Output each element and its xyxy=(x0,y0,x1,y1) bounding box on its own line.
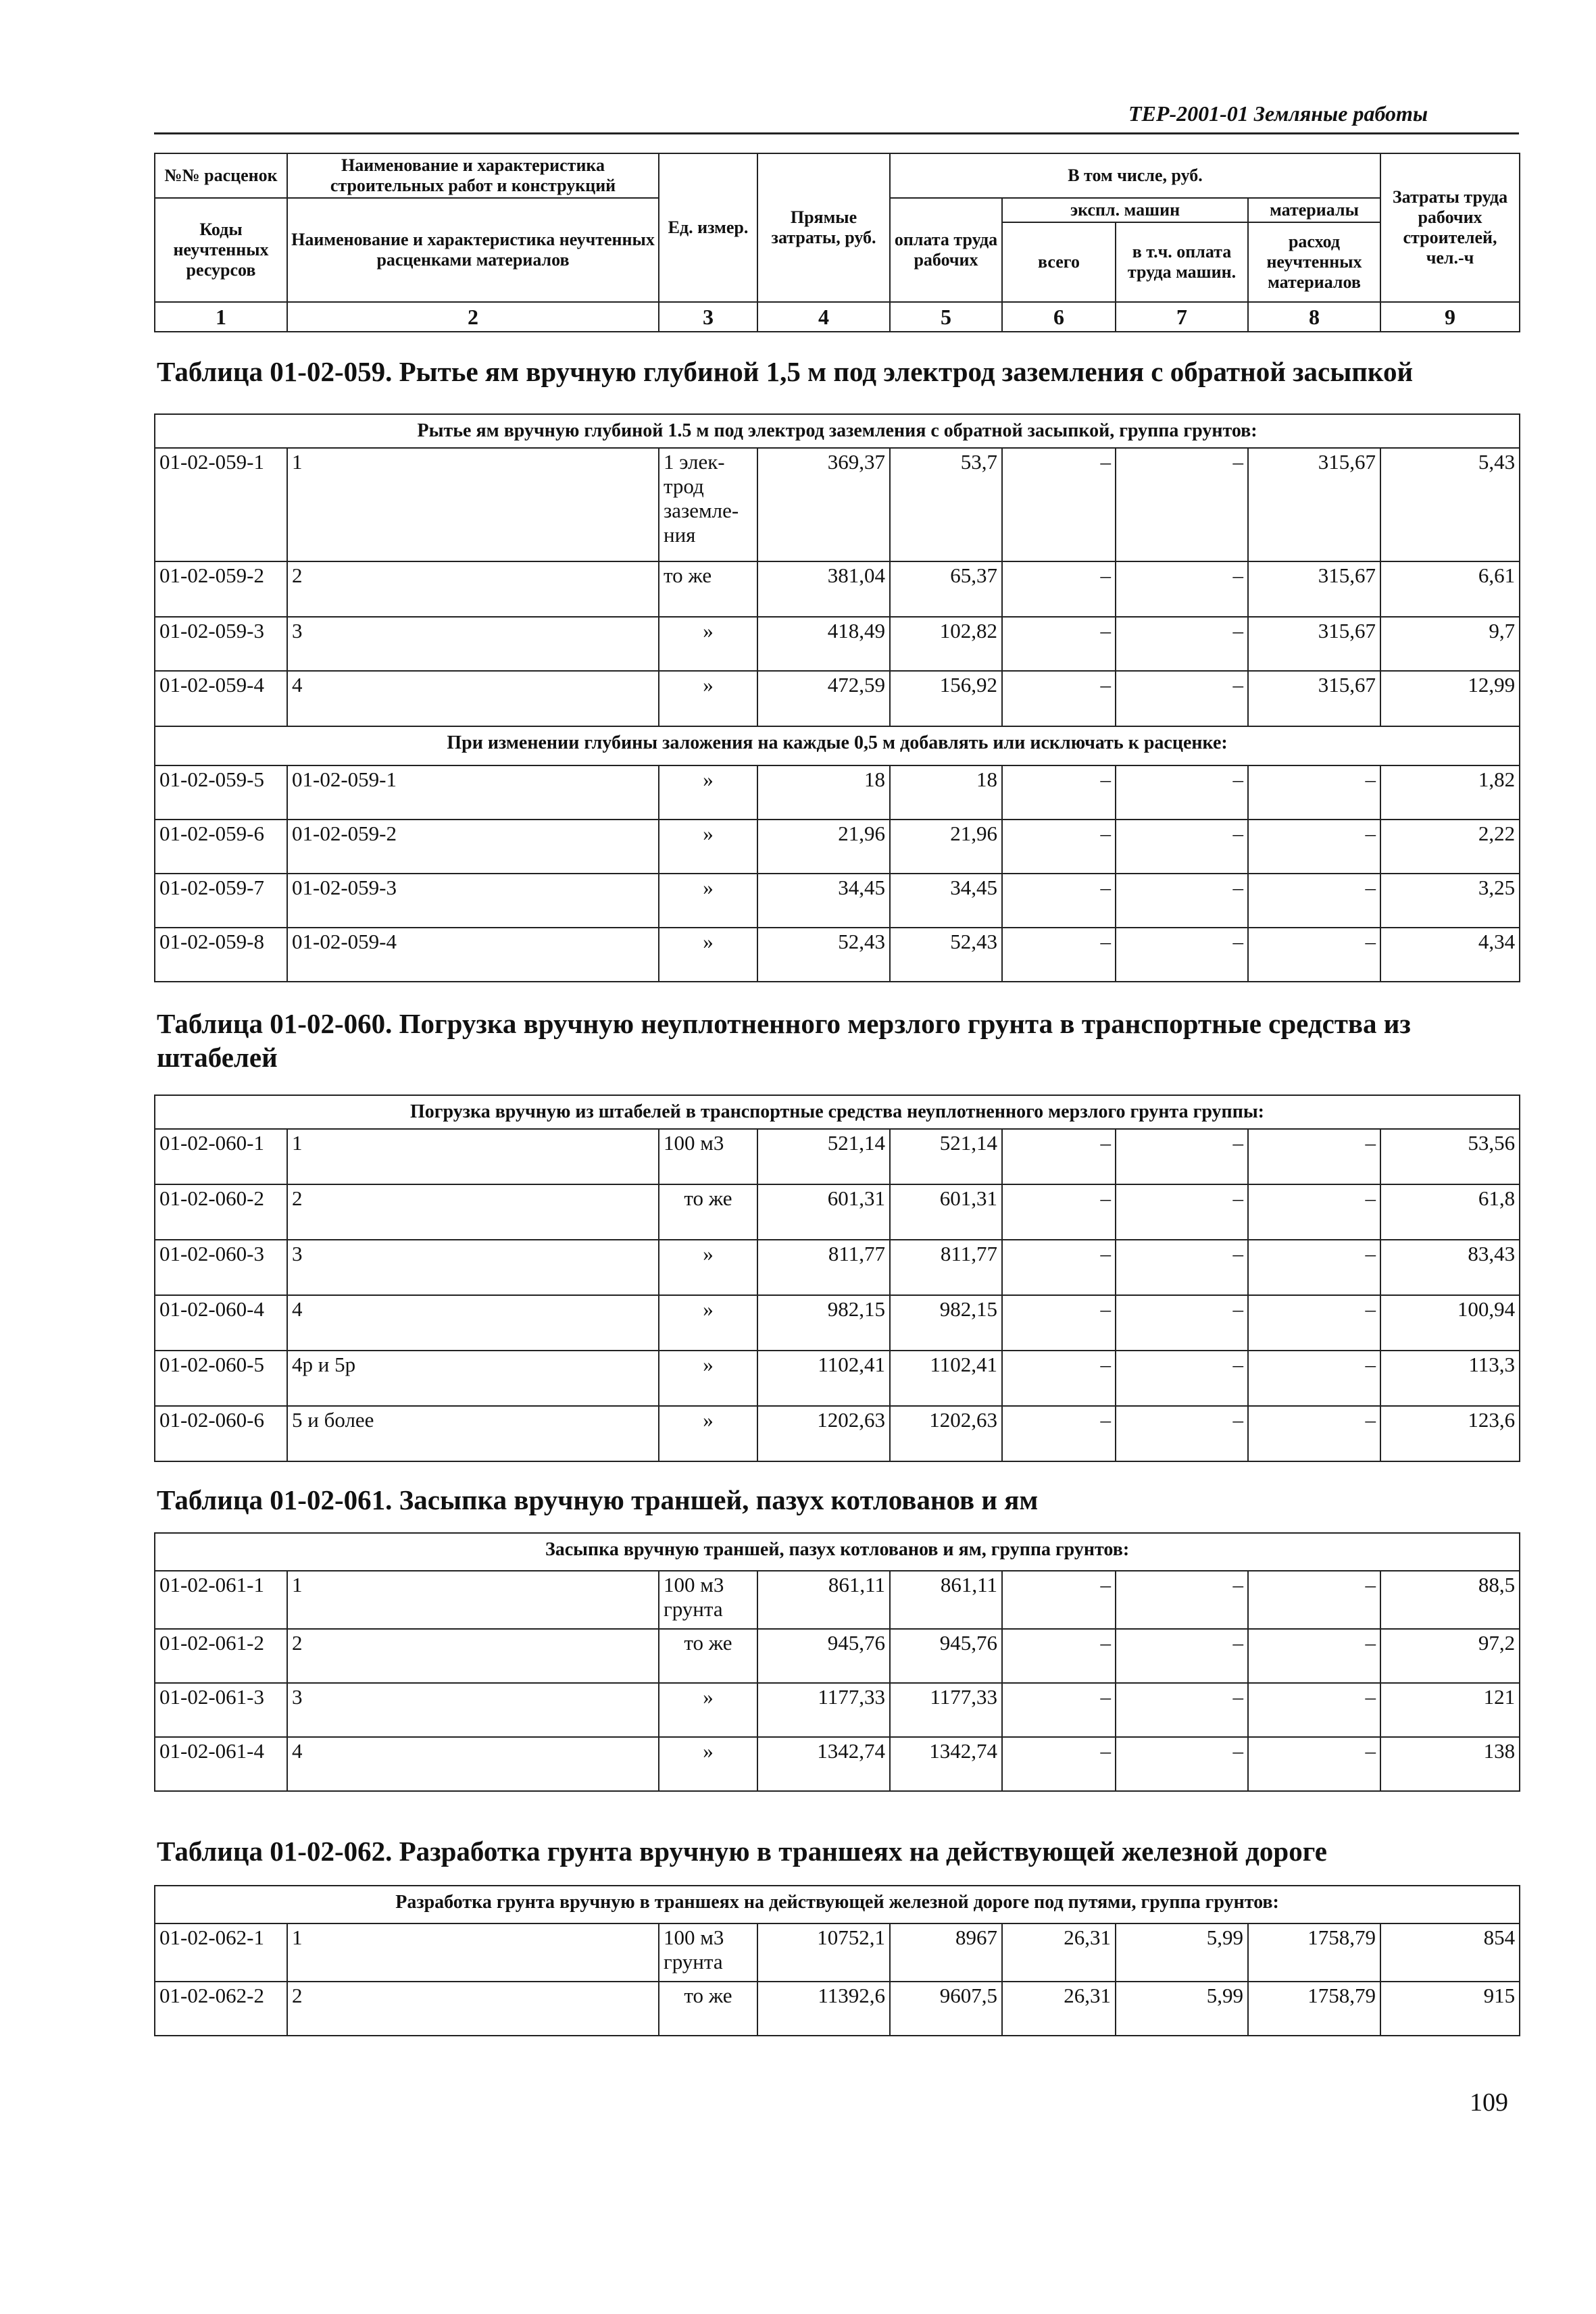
header-machine-wages: в т.ч. оплата труда машин. xyxy=(1116,222,1248,302)
rate-description: 4р и 5р xyxy=(287,1351,659,1406)
machine-wages: – xyxy=(1116,561,1248,617)
section-subheader: Засыпка вручную траншей, пазух котлованов и ям, группа грунтов: xyxy=(155,1533,1520,1571)
machines-total: – xyxy=(1002,671,1116,726)
materials: – xyxy=(1248,1406,1380,1461)
direct-costs: 21,96 xyxy=(757,820,890,874)
labor-costs: 121 xyxy=(1380,1683,1520,1737)
materials: – xyxy=(1248,1351,1380,1406)
rate-unit: то же xyxy=(659,1184,757,1240)
rate-unit: » xyxy=(659,1737,757,1791)
machine-wages: 5,99 xyxy=(1116,1982,1248,2036)
table-caption: Таблица 01-02-062. Разработка грунта вручную в траншеях на действующей железной дороге xyxy=(157,1836,1327,1867)
header-direct-costs: Прямые затраты, руб. xyxy=(757,153,890,302)
rate-code: 01-02-059-6 xyxy=(155,820,287,874)
wages: 861,11 xyxy=(890,1571,1002,1629)
direct-costs: 34,45 xyxy=(757,874,890,928)
machine-wages: – xyxy=(1116,1683,1248,1737)
machine-wages: – xyxy=(1116,1629,1248,1683)
machines-total: – xyxy=(1002,1184,1116,1240)
labor-costs: 854 xyxy=(1380,1923,1520,1982)
rate-unit: 100 м3 грунта xyxy=(659,1571,757,1629)
column-header-table xyxy=(154,153,1520,332)
rate-code: 01-02-062-2 xyxy=(155,1982,287,2036)
col-number: 2 xyxy=(287,302,659,332)
header-name-top: Наименование и характеристика строительных работ и конструкций xyxy=(287,153,659,198)
rate-code: 01-02-060-2 xyxy=(155,1184,287,1240)
rate-description: 4 xyxy=(287,1295,659,1351)
materials: – xyxy=(1248,1571,1380,1629)
wages: 34,45 xyxy=(890,874,1002,928)
header-wages: оплата труда рабочих xyxy=(890,198,1002,302)
direct-costs: 811,77 xyxy=(757,1240,890,1295)
rate-description: 3 xyxy=(287,1683,659,1737)
wages: 102,82 xyxy=(890,617,1002,671)
wages: 1342,74 xyxy=(890,1737,1002,1791)
wages: 982,15 xyxy=(890,1295,1002,1351)
machines-total: – xyxy=(1002,1683,1116,1737)
rate-unit: » xyxy=(659,1406,757,1461)
table-row xyxy=(155,874,1520,928)
machines-total: – xyxy=(1002,1629,1116,1683)
header-name-bottom: Наименование и характеристика неучтенных расценками материалов xyxy=(287,198,659,302)
machines-total: – xyxy=(1002,1295,1116,1351)
table-caption: Таблица 01-02-060. Погрузка вручную неуплотненного мерзлого грунта в транспортные средства из штабелей xyxy=(157,1008,1411,1073)
rate-unit: » xyxy=(659,820,757,874)
machine-wages: – xyxy=(1116,448,1248,561)
machines-total: – xyxy=(1002,1240,1116,1295)
machine-wages: – xyxy=(1116,820,1248,874)
rates-table-062 xyxy=(154,1885,1520,2036)
machine-wages: – xyxy=(1116,1737,1248,1791)
rate-unit: » xyxy=(659,874,757,928)
direct-costs: 945,76 xyxy=(757,1629,890,1683)
machines-total: – xyxy=(1002,1571,1116,1629)
machines-total: – xyxy=(1002,765,1116,820)
header-including: В том числе, руб. xyxy=(890,153,1380,198)
direct-costs: 18 xyxy=(757,765,890,820)
header-rule xyxy=(154,132,1519,134)
rate-description: 4 xyxy=(287,1737,659,1791)
rate-unit: 100 м3 xyxy=(659,1129,757,1184)
rate-code: 01-02-061-4 xyxy=(155,1737,287,1791)
machine-wages: – xyxy=(1116,874,1248,928)
labor-costs: 4,34 xyxy=(1380,928,1520,982)
machine-wages: – xyxy=(1116,617,1248,671)
rate-code: 01-02-060-1 xyxy=(155,1129,287,1184)
rate-description: 2 xyxy=(287,561,659,617)
rates-table-059 xyxy=(154,413,1520,982)
rate-code: 01-02-061-1 xyxy=(155,1571,287,1629)
table-row xyxy=(155,1184,1520,1240)
rate-code: 01-02-059-2 xyxy=(155,561,287,617)
table-caption: Таблица 01-02-059. Рытье ям вручную глубиной 1,5 м под электрод заземления с обратной засыпкой xyxy=(157,356,1414,387)
materials: 315,67 xyxy=(1248,671,1380,726)
rate-code: 01-02-061-3 xyxy=(155,1683,287,1737)
direct-costs: 982,15 xyxy=(757,1295,890,1351)
wages: 601,31 xyxy=(890,1184,1002,1240)
running-header: ТЕР-2001-01 Земляные работы xyxy=(1128,101,1428,126)
materials: – xyxy=(1248,1629,1380,1683)
table-row xyxy=(155,820,1520,874)
machines-total: – xyxy=(1002,448,1116,561)
materials: 315,67 xyxy=(1248,561,1380,617)
rate-description: 2 xyxy=(287,1184,659,1240)
rate-unit: 100 м3 грунта xyxy=(659,1923,757,1982)
rate-description: 1 xyxy=(287,1571,659,1629)
labor-costs: 88,5 xyxy=(1380,1571,1520,1629)
labor-costs: 138 xyxy=(1380,1737,1520,1791)
table-row xyxy=(155,1683,1520,1737)
wages: 521,14 xyxy=(890,1129,1002,1184)
header-materials: материалы xyxy=(1248,198,1380,222)
table-row xyxy=(155,1982,1520,2036)
direct-costs: 861,11 xyxy=(757,1571,890,1629)
machines-total: – xyxy=(1002,1737,1116,1791)
materials: – xyxy=(1248,1737,1380,1791)
wages: 8967 xyxy=(890,1923,1002,1982)
col-number: 7 xyxy=(1116,302,1248,332)
machines-total: – xyxy=(1002,1129,1116,1184)
direct-costs: 521,14 xyxy=(757,1129,890,1184)
materials: – xyxy=(1248,1240,1380,1295)
rate-unit: то же xyxy=(659,561,757,617)
table-row xyxy=(155,1406,1520,1461)
labor-costs: 1,82 xyxy=(1380,765,1520,820)
rate-unit: » xyxy=(659,1240,757,1295)
wages: 65,37 xyxy=(890,561,1002,617)
direct-costs: 418,49 xyxy=(757,617,890,671)
direct-costs: 1342,74 xyxy=(757,1737,890,1791)
wages: 1177,33 xyxy=(890,1683,1002,1737)
section-subheader: Рытье ям вручную глубиной 1.5 м под электрод заземления с обратной засыпкой, группа грунтов: xyxy=(155,414,1520,448)
materials: 1758,79 xyxy=(1248,1982,1380,2036)
rate-description: 5 и более xyxy=(287,1406,659,1461)
labor-costs: 5,43 xyxy=(1380,448,1520,561)
rate-description: 1 xyxy=(287,1923,659,1982)
materials: – xyxy=(1248,1184,1380,1240)
section-subheader: Погрузка вручную из штабелей в транспортные средства неуплотненного мерзлого грунта группы: xyxy=(155,1095,1520,1129)
machine-wages: 5,99 xyxy=(1116,1923,1248,1982)
direct-costs: 1202,63 xyxy=(757,1406,890,1461)
machine-wages: – xyxy=(1116,1295,1248,1351)
materials: – xyxy=(1248,928,1380,982)
labor-costs: 113,3 xyxy=(1380,1351,1520,1406)
materials: – xyxy=(1248,1129,1380,1184)
labor-costs: 2,22 xyxy=(1380,820,1520,874)
wages: 156,92 xyxy=(890,671,1002,726)
machines-total: – xyxy=(1002,617,1116,671)
direct-costs: 369,37 xyxy=(757,448,890,561)
page-number: 109 xyxy=(1470,2088,1508,2117)
rate-code: 01-02-059-4 xyxy=(155,671,287,726)
rate-code: 01-02-059-5 xyxy=(155,765,287,820)
rates-table-060 xyxy=(154,1095,1520,1462)
labor-costs: 97,2 xyxy=(1380,1629,1520,1683)
table-row xyxy=(155,1295,1520,1351)
direct-costs: 10752,1 xyxy=(757,1923,890,1982)
machines-total: – xyxy=(1002,1406,1116,1461)
wages: 18 xyxy=(890,765,1002,820)
rate-description: 01-02-059-3 xyxy=(287,874,659,928)
rate-unit: то же xyxy=(659,1982,757,2036)
machine-wages: – xyxy=(1116,765,1248,820)
rate-unit: » xyxy=(659,671,757,726)
table-row xyxy=(155,617,1520,671)
labor-costs: 83,43 xyxy=(1380,1240,1520,1295)
wages: 811,77 xyxy=(890,1240,1002,1295)
rate-description: 01-02-059-1 xyxy=(287,765,659,820)
rate-code: 01-02-062-1 xyxy=(155,1923,287,1982)
rate-description: 4 xyxy=(287,671,659,726)
header-unit: Ед. измер. xyxy=(659,153,757,302)
table-row xyxy=(155,1737,1520,1791)
materials: – xyxy=(1248,820,1380,874)
col-number: 3 xyxy=(659,302,757,332)
machine-wages: – xyxy=(1116,1571,1248,1629)
rate-unit: » xyxy=(659,928,757,982)
col-number: 6 xyxy=(1002,302,1116,332)
machine-wages: – xyxy=(1116,1406,1248,1461)
labor-costs: 12,99 xyxy=(1380,671,1520,726)
wages: 53,7 xyxy=(890,448,1002,561)
rate-unit: то же xyxy=(659,1629,757,1683)
rate-unit: » xyxy=(659,765,757,820)
labor-costs: 100,94 xyxy=(1380,1295,1520,1351)
table-row xyxy=(155,448,1520,561)
rate-code: 01-02-059-3 xyxy=(155,617,287,671)
wages: 1102,41 xyxy=(890,1351,1002,1406)
rate-description: 3 xyxy=(287,617,659,671)
machine-wages: – xyxy=(1116,1129,1248,1184)
wages: 945,76 xyxy=(890,1629,1002,1683)
header-labor-costs: Затраты труда рабочих строителей, чел.-ч xyxy=(1380,153,1520,302)
labor-costs: 123,6 xyxy=(1380,1406,1520,1461)
section-subheader: При изменении глубины заложения на каждые 0,5 м добавлять или исключать к расценке: xyxy=(155,726,1520,765)
direct-costs: 601,31 xyxy=(757,1184,890,1240)
header-unaccounted-materials: расход неучтенных материалов xyxy=(1248,222,1380,302)
rate-code: 01-02-060-5 xyxy=(155,1351,287,1406)
wages: 52,43 xyxy=(890,928,1002,982)
rate-code: 01-02-059-1 xyxy=(155,448,287,561)
machine-wages: – xyxy=(1116,1240,1248,1295)
direct-costs: 1177,33 xyxy=(757,1683,890,1737)
machines-total: – xyxy=(1002,928,1116,982)
table-row xyxy=(155,1240,1520,1295)
materials: 1758,79 xyxy=(1248,1923,1380,1982)
machines-total: – xyxy=(1002,820,1116,874)
labor-costs: 6,61 xyxy=(1380,561,1520,617)
table-row xyxy=(155,765,1520,820)
direct-costs: 472,59 xyxy=(757,671,890,726)
labor-costs: 53,56 xyxy=(1380,1129,1520,1184)
table-row xyxy=(155,1571,1520,1629)
materials: – xyxy=(1248,1295,1380,1351)
wages: 21,96 xyxy=(890,820,1002,874)
rate-unit: » xyxy=(659,1351,757,1406)
machines-total: – xyxy=(1002,561,1116,617)
rate-unit: » xyxy=(659,1683,757,1737)
table-row xyxy=(155,561,1520,617)
wages: 1202,63 xyxy=(890,1406,1002,1461)
direct-costs: 11392,6 xyxy=(757,1982,890,2036)
rate-description: 01-02-059-2 xyxy=(287,820,659,874)
materials: 315,67 xyxy=(1248,448,1380,561)
table-row xyxy=(155,928,1520,982)
rate-unit: » xyxy=(659,617,757,671)
machines-total: – xyxy=(1002,874,1116,928)
direct-costs: 381,04 xyxy=(757,561,890,617)
rate-description: 1 xyxy=(287,448,659,561)
table-row xyxy=(155,1129,1520,1184)
wages: 9607,5 xyxy=(890,1982,1002,2036)
col-number: 4 xyxy=(757,302,890,332)
labor-costs: 915 xyxy=(1380,1982,1520,2036)
table-row xyxy=(155,1351,1520,1406)
machine-wages: – xyxy=(1116,928,1248,982)
col-number: 8 xyxy=(1248,302,1380,332)
rate-code: 01-02-059-7 xyxy=(155,874,287,928)
labor-costs: 3,25 xyxy=(1380,874,1520,928)
table-row xyxy=(155,671,1520,726)
direct-costs: 52,43 xyxy=(757,928,890,982)
rate-unit: 1 элек-трод заземле-ния xyxy=(659,448,757,561)
direct-costs: 1102,41 xyxy=(757,1351,890,1406)
machine-wages: – xyxy=(1116,671,1248,726)
col-number: 9 xyxy=(1380,302,1520,332)
col-number: 5 xyxy=(890,302,1002,332)
machines-total: 26,31 xyxy=(1002,1923,1116,1982)
materials: 315,67 xyxy=(1248,617,1380,671)
labor-costs: 9,7 xyxy=(1380,617,1520,671)
header-codes-bottom: Коды неучтенных ресурсов xyxy=(155,198,287,302)
rate-description: 3 xyxy=(287,1240,659,1295)
header-machines: экспл. машин xyxy=(1002,198,1248,222)
materials: – xyxy=(1248,765,1380,820)
rate-description: 2 xyxy=(287,1982,659,2036)
rate-code: 01-02-061-2 xyxy=(155,1629,287,1683)
rate-code: 01-02-059-8 xyxy=(155,928,287,982)
table-row xyxy=(155,1629,1520,1683)
machine-wages: – xyxy=(1116,1184,1248,1240)
table-caption: Таблица 01-02-061. Засыпка вручную траншей, пазух котлованов и ям xyxy=(157,1484,1039,1515)
rate-code: 01-02-060-4 xyxy=(155,1295,287,1351)
rate-description: 01-02-059-4 xyxy=(287,928,659,982)
labor-costs: 61,8 xyxy=(1380,1184,1520,1240)
col-number: 1 xyxy=(155,302,287,332)
rate-unit: » xyxy=(659,1295,757,1351)
section-subheader: Разработка грунта вручную в траншеях на действующей железной дороге под путями, группа грунтов: xyxy=(155,1886,1520,1923)
table-row xyxy=(155,1923,1520,1982)
rates-table-061 xyxy=(154,1532,1520,1792)
materials: – xyxy=(1248,1683,1380,1737)
header-machines-total: всего xyxy=(1002,222,1116,302)
rate-description: 2 xyxy=(287,1629,659,1683)
machine-wages: – xyxy=(1116,1351,1248,1406)
header-codes-top: №№ расценок xyxy=(155,153,287,198)
rate-code: 01-02-060-3 xyxy=(155,1240,287,1295)
machines-total: 26,31 xyxy=(1002,1982,1116,2036)
rate-description: 1 xyxy=(287,1129,659,1184)
materials: – xyxy=(1248,874,1380,928)
rate-code: 01-02-060-6 xyxy=(155,1406,287,1461)
machines-total: – xyxy=(1002,1351,1116,1406)
